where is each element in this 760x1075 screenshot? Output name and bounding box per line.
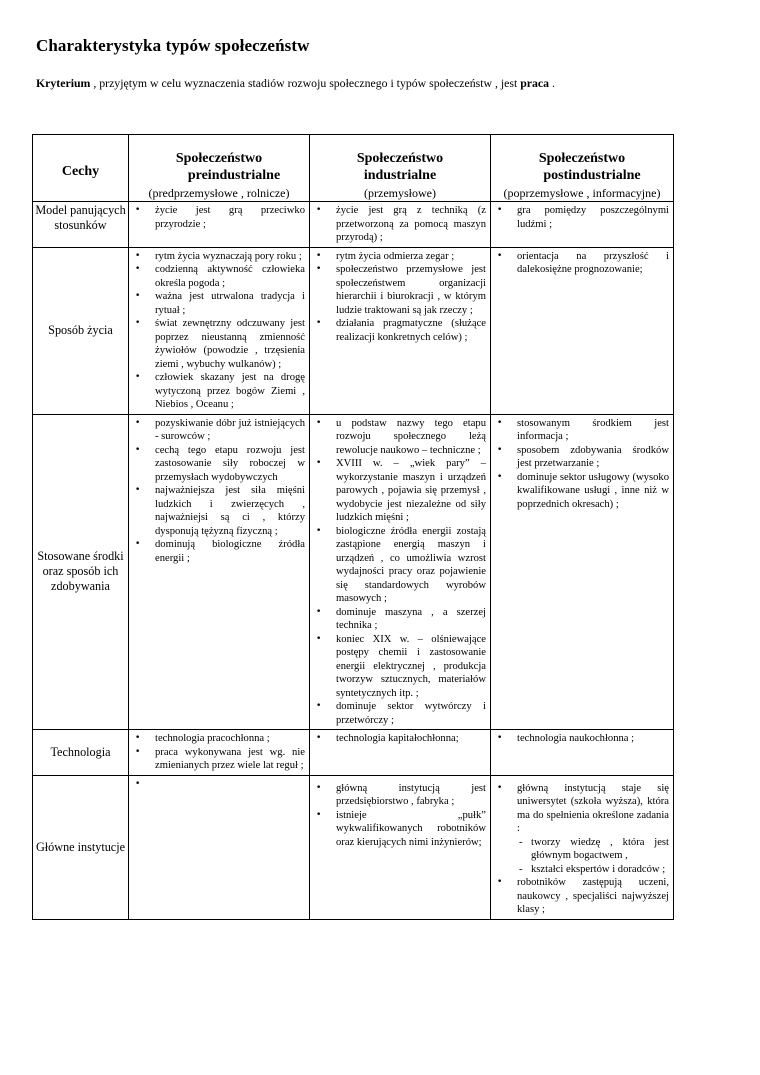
list-item: • technologia pracochłonna ; xyxy=(133,732,305,746)
list-item: • orientacja na przyszłość i dalekosiężne prognozowanie; xyxy=(495,250,669,277)
list-item: • koniec XIX w. – olśniewające postępy chemii i zastosowanie energii elektrycznej , produkcja tworzyw sztucznych, materiałów syntetycznych itp. ; xyxy=(314,633,486,701)
cell-preindustrial xyxy=(129,202,310,248)
list-item: • główną instytucją staje się uniwersytet (szkoła wyższa), która ma do spełnienia określone zadania : xyxy=(495,782,669,836)
header-preindustrial xyxy=(129,135,310,202)
list-item: • technologia kapitałochłonna; xyxy=(314,732,486,746)
cell-preindustrial xyxy=(129,414,310,730)
list-item: • główną instytucją jest przedsiębiorstwo , fabryka ; xyxy=(314,782,486,809)
intro-end: . xyxy=(549,76,555,90)
header-industrial-line1: Społeczeństwo xyxy=(356,151,444,166)
list-item: • codzienną aktywność człowieka określa pogoda ; xyxy=(133,263,305,290)
header-industrial xyxy=(310,135,491,202)
cell-postindustrial xyxy=(491,414,674,730)
header-features: Cechy xyxy=(33,135,129,202)
table-row xyxy=(33,247,674,414)
row-label-model: Model panujących stosunków xyxy=(33,202,129,248)
list-item: • robotników zastępują uczeni, naukowcy , specjaliści najwyższej klasy ; xyxy=(495,876,669,917)
list-item: • życie jest grą przeciwko przyrodzie ; xyxy=(133,204,305,231)
list-item: • rytm życia wyznaczają pory roku ; xyxy=(133,250,305,264)
cell-postindustrial xyxy=(491,247,674,414)
list-item: • człowiek skazany jest na drogę wytyczoną przez bogów Ziemi , Niebios , Oceanu ; xyxy=(133,371,305,412)
list-item: • biologiczne źródła energii zostają zastąpione energią maszyn i urządzeń , co umożliwia wzrost wydajności pracy oraz pojawienie się standardowych wyrobów masowych ; xyxy=(314,525,486,606)
list-item: • dominują biologiczne źródła energii ; xyxy=(133,538,305,565)
cell-industrial xyxy=(310,414,491,730)
list-item: • XVIII w. – „wiek pary” – wykorzystanie maszyn i urządzeń parowych , pojawia się przemysł , wydobycie jest niezależne od siły ludzkich mięśni ; xyxy=(314,457,486,525)
list-item: • rytm życia odmierza zegar ; xyxy=(314,250,486,264)
list-item: • sposobem zdobywania środków jest przetwarzanie ; xyxy=(495,444,669,471)
cell-preindustrial xyxy=(129,775,310,919)
list-item: • świat zewnętrzny odczuwany jest poprzez nieustanną zmienność żywiołów (powodzie , trzęsienia ziemi , wybuchy wulkanów) ; xyxy=(133,317,305,371)
list-item: • ważna jest utrwalona tradycja i rytuał ; xyxy=(133,290,305,317)
table-row xyxy=(33,775,674,919)
cell-preindustrial xyxy=(129,730,310,776)
list-item: • u podstaw nazwy tego etapu rozwoju społecznego leżą rewolucje naukowo – techniczne ; xyxy=(314,417,486,458)
sub-list-item: - tworzy wiedzę , która jest głównym bogactwem , xyxy=(495,836,669,863)
list-item: • dominuje sektor wytwórczy i przetwórczy ; xyxy=(314,700,486,727)
table-row xyxy=(33,730,674,776)
intro-paragraph xyxy=(36,76,555,91)
cell-industrial xyxy=(310,202,491,248)
list-item: • technologia naukochłonna ; xyxy=(495,732,669,746)
society-types-table xyxy=(32,134,674,920)
row-label-institutions: Główne instytucje xyxy=(33,775,129,919)
cell-industrial xyxy=(310,730,491,776)
cell-preindustrial xyxy=(129,247,310,414)
list-item: • dominuje maszyna , a szerzej technika ; xyxy=(314,606,486,633)
row-label-lifestyle: Sposób życia xyxy=(33,247,129,414)
header-postindustrial-line2: postindustrialne xyxy=(543,168,641,183)
header-postindustrial-sub: (poprzemysłowe , informacyjne) xyxy=(503,186,661,200)
row-label-means: Stosowane środki oraz sposób ich zdobywania xyxy=(33,414,129,730)
list-item: • dominuje sektor usługowy (wysoko kwalifikowane usługi , inne niż w poprzednich okresach) ; xyxy=(495,471,669,512)
list-item: • cechą tego etapu rozwoju jest zastosowanie siły roboczej w przemysłach wydobywczych xyxy=(133,444,305,485)
list-item: • stosowanym środkiem jest informacja ; xyxy=(495,417,669,444)
header-preindustrial-line1: Społeczeństwo xyxy=(175,151,263,166)
intro-text: , przyjętym w celu wyznaczenia stadiów rozwoju społecznego i typów społeczeństw , jest xyxy=(90,76,521,90)
list-item: • najważniejsza jest siła mięśni ludzkich i zwierzęcych , najważniejsi są ci , którzy dysponują tężyzną fizyczną ; xyxy=(133,484,305,538)
list-item: • życie jest grą z techniką (z przetworzoną za pomocą maszyn przyrodą) ; xyxy=(314,204,486,245)
cell-postindustrial xyxy=(491,202,674,248)
list-item-empty xyxy=(133,778,305,792)
list-item: • działania pragmatyczne (służące realizacji konkretnych celów) ; xyxy=(314,317,486,344)
header-industrial-sub: (przemysłowe) xyxy=(364,186,436,200)
list-item: • pozyskiwanie dóbr już istniejących - surowców ; xyxy=(133,417,305,444)
header-postindustrial-line1: Społeczeństwo xyxy=(538,151,626,166)
table-row xyxy=(33,202,674,248)
table-row xyxy=(33,414,674,730)
intro-bold-work: praca xyxy=(520,76,550,90)
header-industrial-line2: industrialne xyxy=(363,168,437,183)
list-item: • gra pomiędzy poszczególnymi ludźmi ; xyxy=(495,204,669,231)
sub-list-item: - kształci ekspertów i doradców ; xyxy=(495,863,669,877)
header-preindustrial-sub: (predprzemysłowe , rolnicze) xyxy=(148,186,290,200)
cell-postindustrial xyxy=(491,730,674,776)
cell-industrial xyxy=(310,247,491,414)
intro-bold-criterion: Kryterium xyxy=(36,76,91,90)
list-item: • społeczeństwo przemysłowe jest społeczeństwem organizacji hierarchii i biurokracji , w którym ludzie traktowani są jak rzeczy ; xyxy=(314,263,486,317)
list-item: • praca wykonywana jest wg. nie zmienianych przez wiele lat reguł ; xyxy=(133,746,305,773)
list-item: • istnieje „pułk” wykwalifikowanych robotników oraz kierujących nimi inżynierów; xyxy=(314,809,486,850)
header-preindustrial-line2: preindustrialne xyxy=(187,168,281,183)
table-header-row xyxy=(33,135,674,202)
page-title: Charakterystyka typów społeczeństw xyxy=(36,36,310,55)
cell-industrial xyxy=(310,775,491,919)
row-label-technology: Technologia xyxy=(33,730,129,776)
cell-postindustrial xyxy=(491,775,674,919)
header-postindustrial xyxy=(491,135,674,202)
